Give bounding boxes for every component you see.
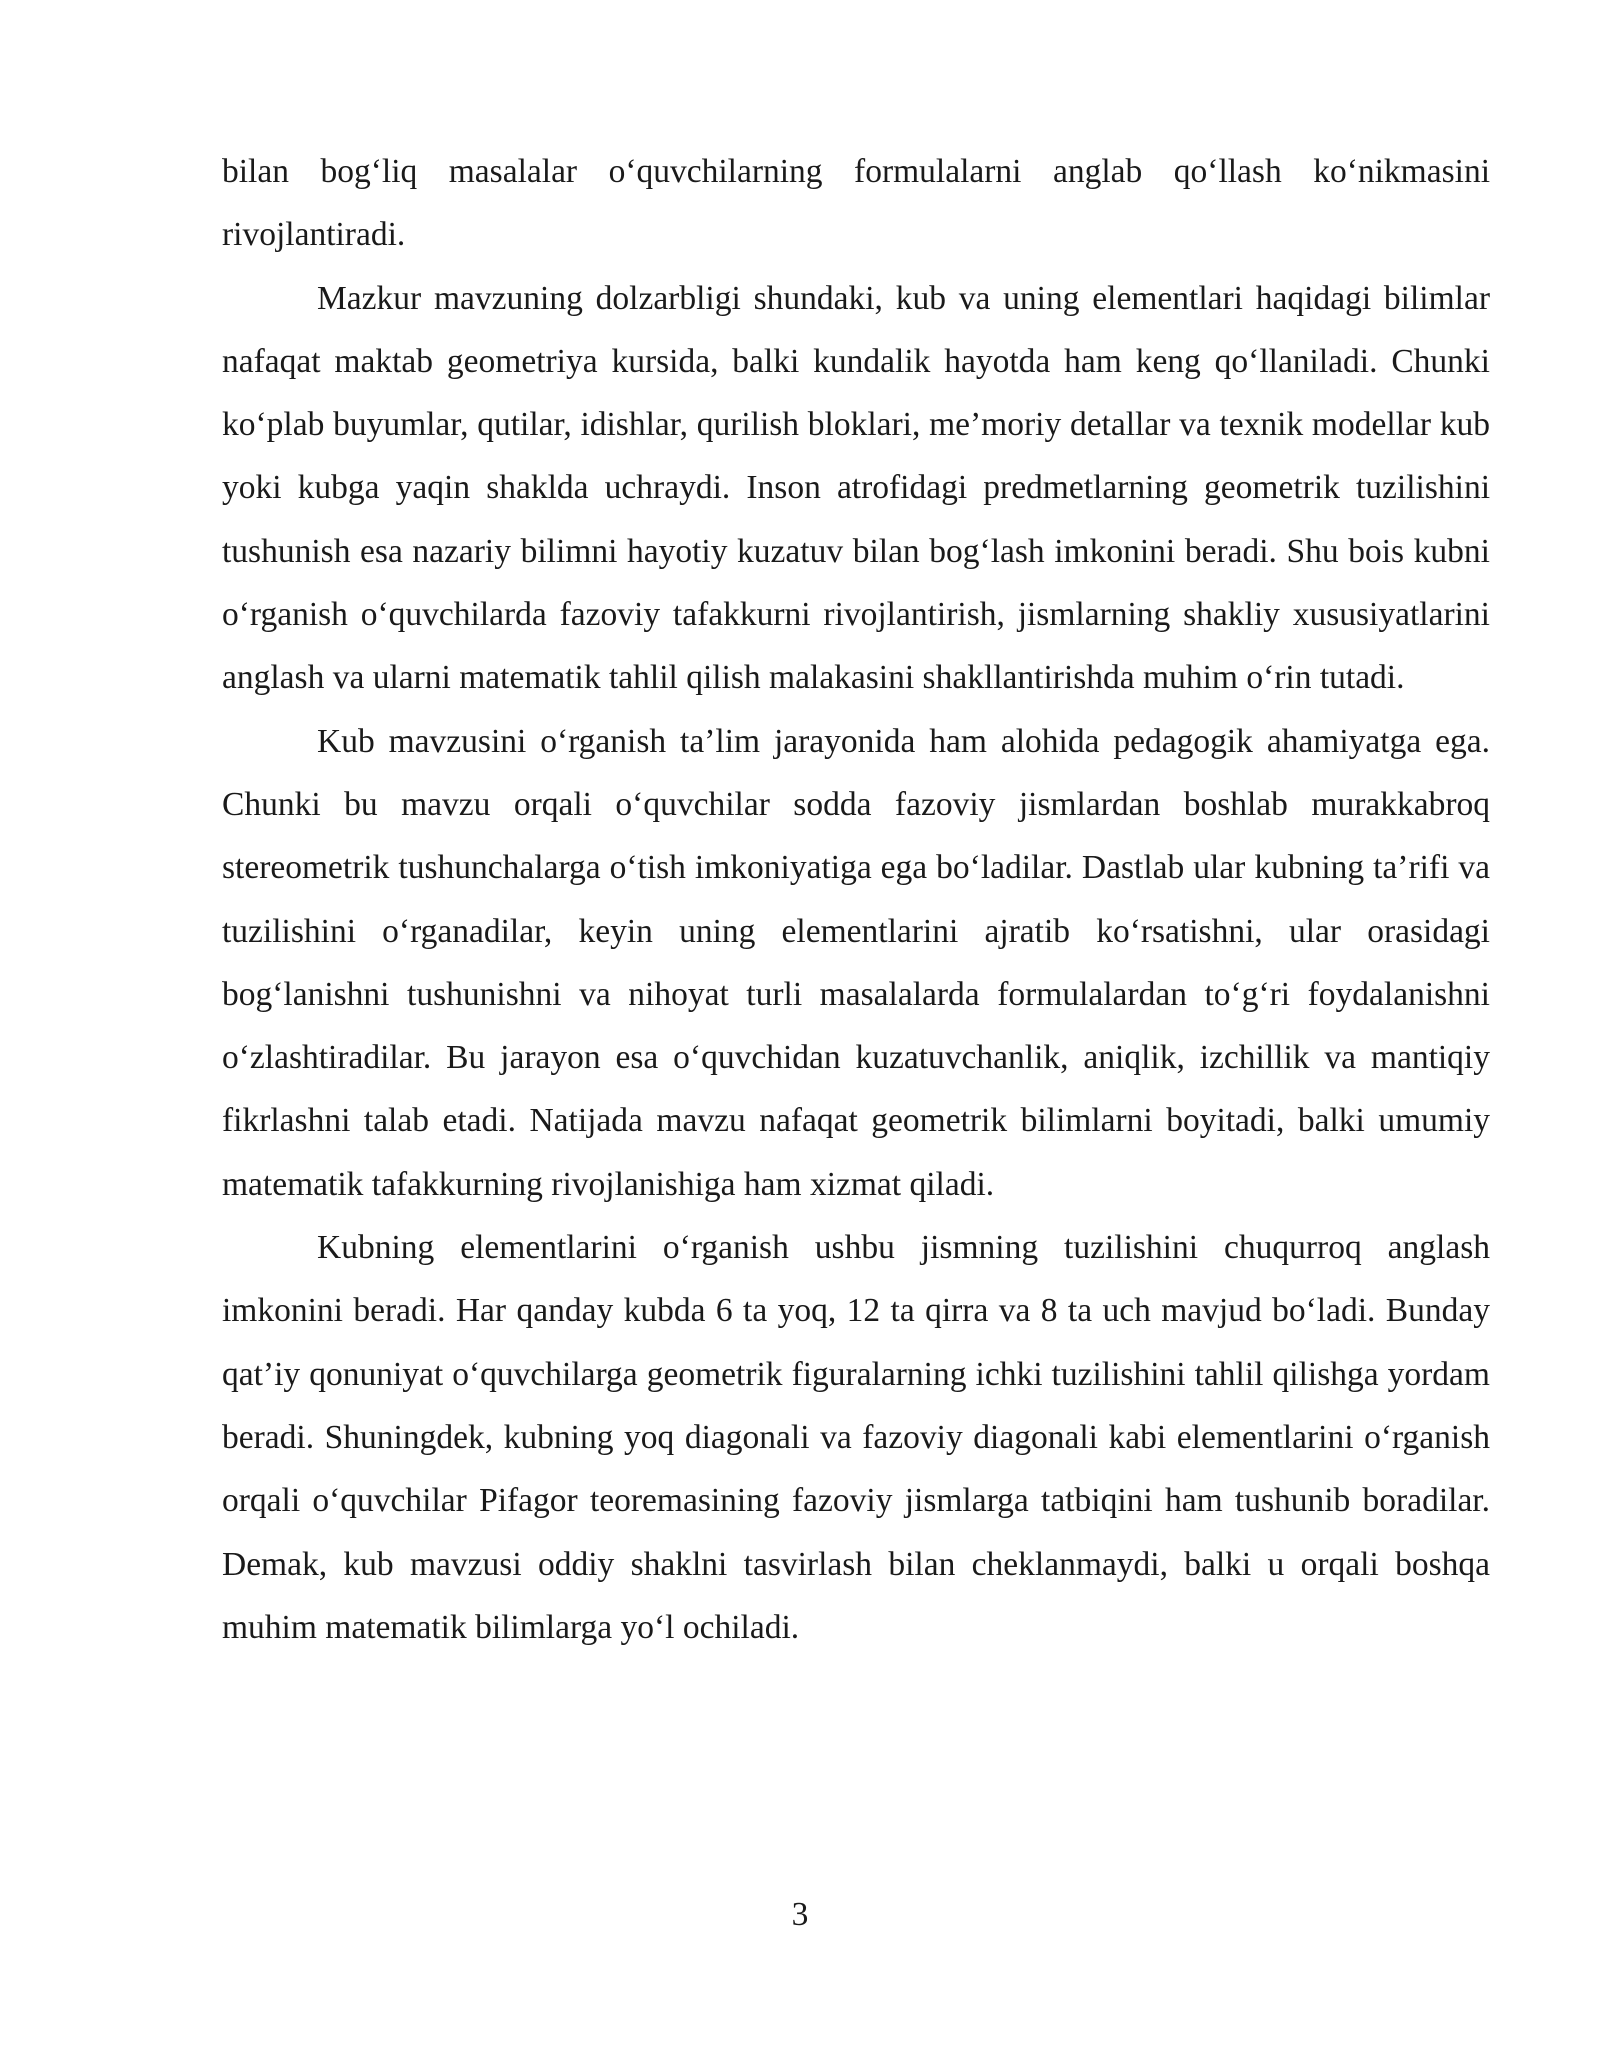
paragraph-pedagogy: Kub mavzusini o‘rganish ta’lim jarayonida ham alohida pedagogik ahamiyatga ega. Chunki bu mavzu orqali o‘quvchilar sodda fazoviy jismlardan boshlab murakkabroq stereometrik tushunchalarga o‘tish imkoniyatiga ega bo‘ladilar. Dastlab ular kubning ta’rifi va tuzilishini o‘rganadilar, keyin uning elementlarini ajratib ko‘rsatishni, ular orasidagi bog‘lanishni tushunishni va nihoyat turli masalalarda formulalardan to‘g‘ri foydalanishni o‘zlashtiradilar. Bu jarayon esa o‘quvchidan kuzatuvchanlik, aniqlik, izchillik va mantiqiy fikrlashni talab etadi. Natijada mavzu nafaqat geometrik bilimlarni boyitadi, balki umumiy matematik tafakkurning rivojlanishiga ham xizmat qiladi. [222, 722, 1490, 1203]
body-text [222, 140, 1490, 1659]
paragraph-continuation: bilan bog‘liq masalalar o‘quvchilarning formulalarni anglab qo‘llash ko‘nikmasini rivojlantiradi. [222, 153, 1490, 254]
paragraph-relevance: Mazkur mavzuning dolzarbligi shundaki, kub va uning elementlari haqidagi bilimlar nafaqat maktab geometriya kursida, balki kundalik hayotda ham keng qo‘llaniladi. Chunki ko‘plab buyumlar, qutilar, idishlar, qurilish bloklari, me’moriy detallar va texnik modellar kub yoki kubga yaqin shaklda uchraydi. Inson atrofidagi predmetlarning geometrik tuzilishini tushunish esa nazariy bilimni hayotiy kuzatuv bilan bog‘lash imkonini beradi. Shu bois kubni o‘rganish o‘quvchilarda fazoviy tafakkurni rivojlantirish, jismlarning shakliy xususiyatlarini anglash va ularni matematik tahlil qilish malakasini shakllantirishda muhim o‘rin tutadi. [222, 279, 1490, 697]
page-number: 3 [791, 1896, 809, 1933]
paragraph-elements: Kubning elementlarini o‘rganish ushbu jismning tuzilishini chuqurroq anglash imkonini beradi. Har qanday kubda 6 ta yoq, 12 ta qirra va 8 ta uch mavjud bo‘ladi. Bunday qat’iy qonuniyat o‘quvchilarga geometrik figuralarning ichki tuzilishini tahlil qilishga yordam beradi. Shuningdek, kubning yoq diagonali va fazoviy diagonali kabi elementlarini o‘rganish orqali o‘quvchilar Pifagor teoremasining fazoviy jismlarga tatbiqini ham tushunib boradilar. Demak, kub mavzusi oddiy shaklni tasvirlash bilan cheklanmaydi, balki u orqali boshqa muhim matematik bilimlarga yo‘l ochiladi. [222, 1229, 1490, 1646]
